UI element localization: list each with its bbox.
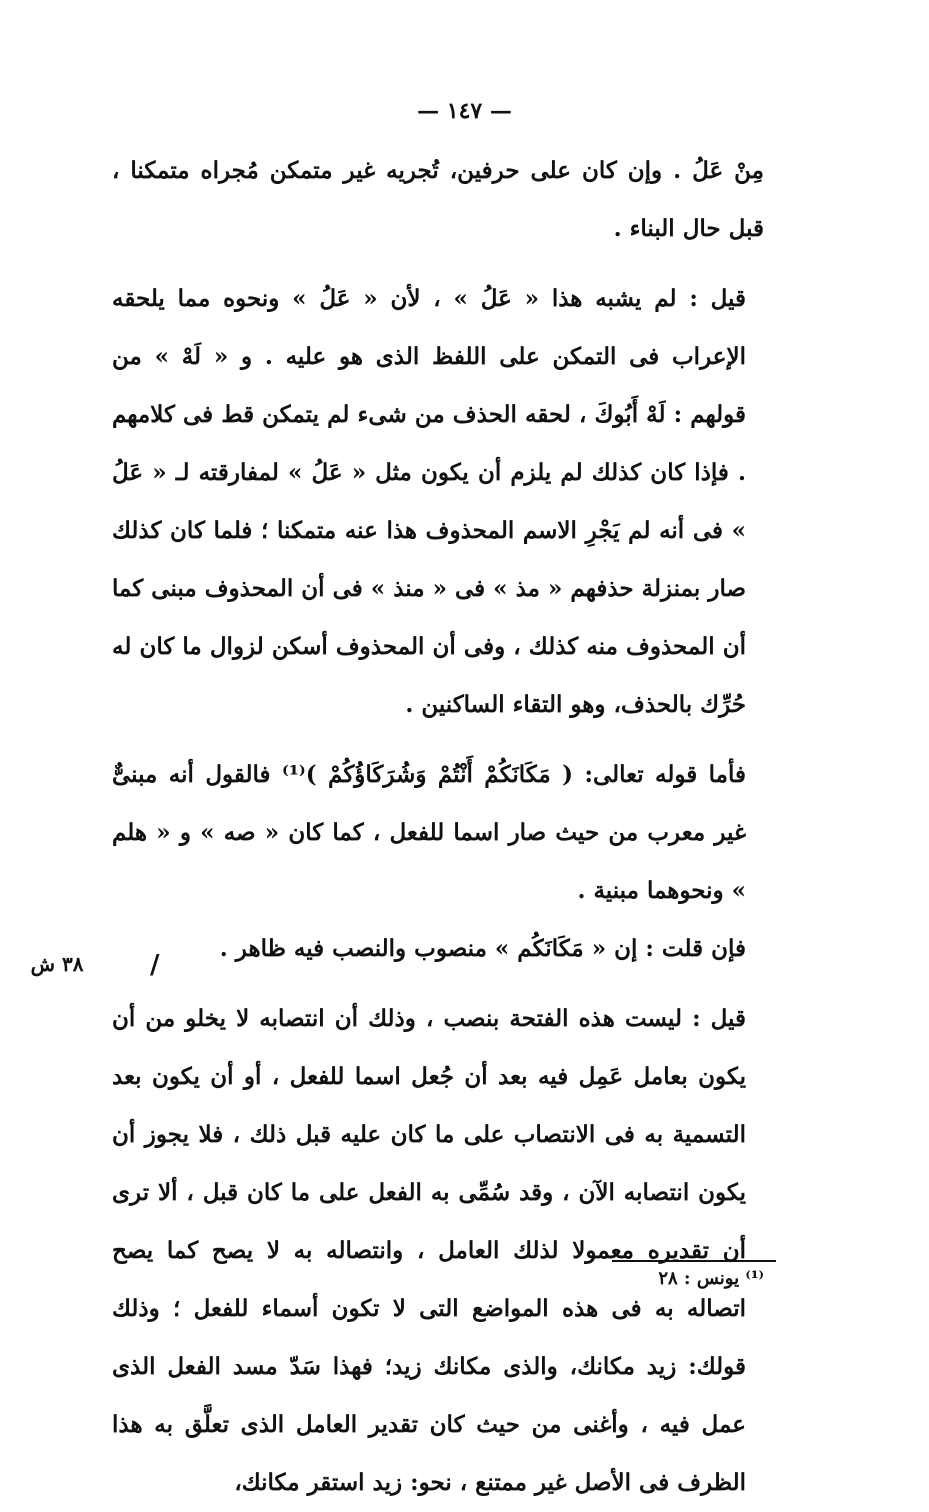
paragraph-5: قيل : ليست هذه الفتحة بنصب ، وذلك أن انتصابه لا يخلو من أن يكون بعامل عَمِل فيه بعد أن جُعل اسما للفعل ، أو أن يكون بعد التسمية به فى الانتصاب على ما كان عليه قبل ذلك ، فلا يجوز أن يكون انتصابه الآن ، وقد سُمِّى به الفعل على ما كان قبل ، ألا ترى أن تقديره معمولا لذلك العامل ، وانتصاله به لا يصح كما يصح اتصاله به فى هذه المواضع التى لا تكون أسماء للفعل ؛ وذلك قولك: زيد مكانك، والذى مكانك زيد؛ فهذا سَدّ مسد الفعل الذى عمل فيه ، وأغنى من حيث كان تقدير العامل الذى تعلَّق به هذا الظرف فى الأصل غير ممتنع ، نحو: زيد استقر مكانك، <box>112 1005 746 1496</box>
paragraph-2: قيل : لم يشبه هذا « عَلُ » ، لأن « عَلُ » ونحوه مما يلحقه الإعراب فى التمكن على اللفظ الذى هو عليه . و « لَهْ » من قولهم : لَهْ أَبُوكَ ، لحقه الحذف من شىء لم يتمكن قط فى كلامهم . فإذا كان كذلك لم يلزم أن يكون مثل « عَلُ » لمفارقته لـ « عَلُ » فى أنه لم يَجْرِ الاسم المحذوف هذا عنه متمكنا ؛ فلما كان كذلك صار بمنزلة حذفهم « مذ » فى « منذ » فى أن المحذوف مبنى كما أن المحذوف منه كذلك ، وفى أن المحذوف أسكن لزوال ما كان له حُرِّك بالحذف، وهو التقاء الساكنين . <box>112 285 746 718</box>
paragraph-3: فأما قوله تعالى: ( مَكَانَكُمْ أَنْتُمْ وَشُرَكَاؤُكُمْ )⁽¹⁾ فالقول أنه مبنىٌّ غير معرب من حيث صار اسما للفعل ، كما كان « صه » و « هلم » ونحوهما مبنية . <box>112 761 746 904</box>
page-number: — ١٤٧ — <box>417 98 512 124</box>
footnote: ⁽¹⁾ يونس : ٢٨ <box>658 1268 764 1289</box>
paragraph-4: فإن قلت : إن « مَكَانَكُم » منصوب والنصب فيه ظاهر . <box>219 935 746 962</box>
footnote-rule <box>612 1260 776 1262</box>
paragraph-1: مِنْ عَلُ . وإن كان على حرفين، تُجريه غير متمكن مُجراه متمكنا ، قبل حال البناء . <box>112 157 764 242</box>
margin-slash: / <box>150 950 160 980</box>
margin-note: ٣٨ ش <box>30 952 84 976</box>
main-text <box>112 142 764 1512</box>
